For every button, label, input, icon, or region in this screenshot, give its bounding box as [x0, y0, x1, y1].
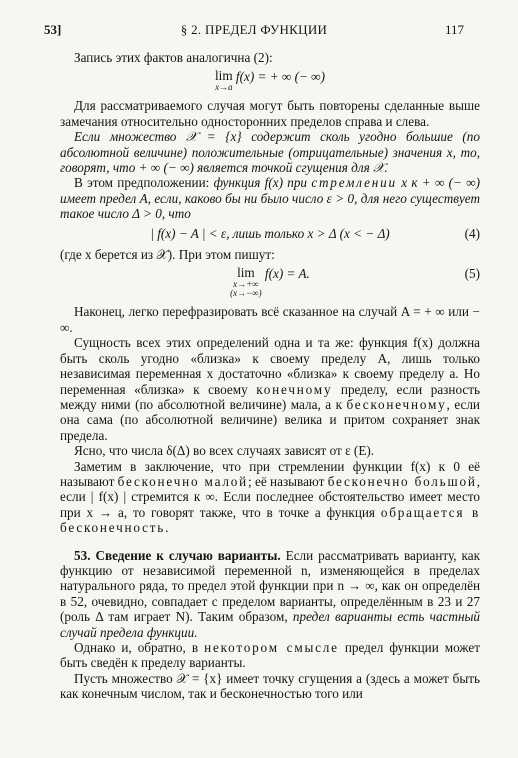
paragraph: Пусть множество 𝒳 = {x} имеет точку сгущения a (здесь a может быть как конечным числом, так и бесконечностью того или: [60, 670, 480, 702]
section-number: 53]: [44, 22, 62, 37]
lim-operator: lim x→+∞ (x→−∞): [230, 265, 262, 299]
section-title: 53. Сведение к случаю варианты.: [74, 547, 281, 563]
running-header: [44, 22, 464, 40]
page-body: [60, 50, 480, 702]
paragraph: Сущность всех этих определений одна и та же: функция f(x) должна быть сколь угодно «близка» к своему пределу A, лишь только независимая переменная x достаточно «близка» к своему пределу a. Но переменная «близка» к своему конечному пределу, если разность между ними (по абсолютной величине) мала, а к бесконечному, если она сама (по абсолютной величине) велика и притом сохраняет знак предела.: [60, 335, 481, 443]
definition-accumulation-point: Если множество 𝒳 = {x} содержит сколь угодно большие (по абсолютной величине) положительные (отрицательные) значения x, то, говорят, что + ∞ (− ∞) является точкой сгущения для 𝒳.: [60, 129, 480, 176]
formula-body: | f(x) − A | < ε, лишь только x > Δ (x < − Δ): [150, 225, 390, 241]
equation-number: (4): [464, 225, 480, 241]
section-53: 53. Сведение к случаю варианты. Если рассматривать варианту, как функцию от независимой переменной n, изменяющейся в пределах натурального ряда, то предел этой функции при n → ∞, как он определён в 52, очевидно, совпадает с пределом варианты, определённым в 23 и 27 (роль Δ там играет N). Таким образом, предел варианты есть частный случай предела функции.: [60, 547, 481, 640]
formula-body: f(x) = + ∞ (− ∞): [235, 69, 325, 85]
equation-number: (5): [464, 266, 480, 282]
paragraph: Запись этих фактов аналогична (2):: [74, 50, 273, 65]
page-number: 117: [444, 22, 464, 37]
formula-4: [60, 226, 480, 241]
formula-5: [60, 266, 480, 298]
paragraph: (где x берется из 𝒳). При этом пишут:: [60, 247, 275, 263]
paragraph: Однако и, обратно, в некотором смысле предел функции может быть сведён к пределу варианты.: [60, 640, 480, 671]
chapter-heading: § 2. ПРЕДЕЛ ФУНКЦИИ: [180, 22, 328, 37]
paragraph: Для рассматриваемого случая могут быть повторены сделанные выше замечания относительно односторонних пределов справа и слева.: [60, 98, 480, 129]
formula-body: f(x) = A.: [264, 266, 310, 282]
definition-limit-at-infinity: В этом предположении: функция f(x) при стремлении x к + ∞ (− ∞) имеет предел A, если, каково бы ни было число ε > 0, для него существует такое число Δ > 0, что: [60, 175, 481, 222]
paragraph: Ясно, что числа δ(Δ) во всех случаях зависят от ε (E).: [74, 443, 375, 459]
lim-operator: lim x→a: [215, 68, 233, 93]
formula-limit-infinity: [60, 69, 480, 92]
paragraph: Наконец, легко перефразировать всё сказанное на случай A = + ∞ или − ∞.: [60, 304, 480, 335]
paragraph: Заметим в заключение, что при стремлении функции f(x) к 0 её называют бесконечно малой; её называют бесконечно большой, если | f(x) | стремится к ∞. Если последнее обстоятельство имеет место при x → a, то говорят также, что в точке a функция обращается в бесконечность.: [60, 458, 481, 536]
